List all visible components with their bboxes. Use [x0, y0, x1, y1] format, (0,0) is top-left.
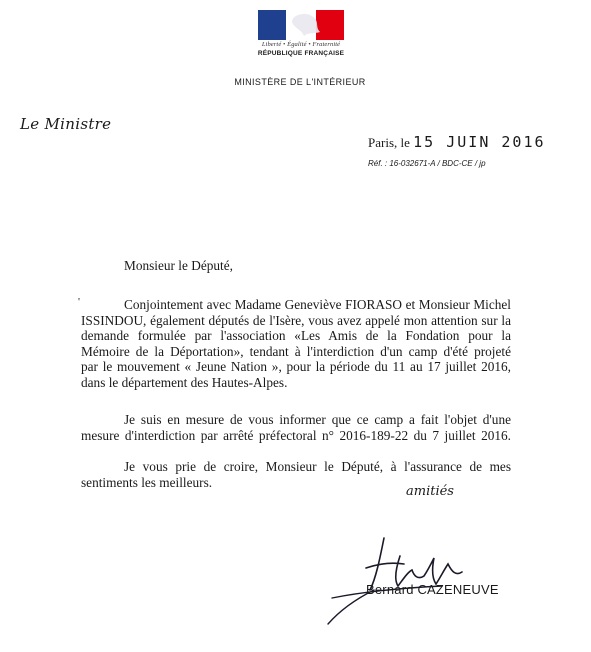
ministry-name: MINISTÈRE DE L'INTÉRIEUR — [234, 77, 366, 87]
signatory-name: Bernard CAZENEUVE — [366, 582, 499, 597]
marianne-logo — [258, 10, 344, 40]
paragraph-line: Je suis en mesure de vous informer que ce camp a fait l'objet d'une — [124, 412, 511, 427]
place-date — [368, 133, 546, 151]
place-label: Paris, le — [368, 135, 410, 150]
reference-number: Réf. : 16-032671-A / BDC-CE / jp — [368, 159, 486, 168]
paragraph-line: sentiments les meilleurs. — [81, 474, 213, 490]
paragraph-line: par le mouvement « Jeune Nation », pour la période du 11 au 17 juillet 2016, — [81, 359, 511, 375]
republic-motto: Liberté • Égalité • Fraternité — [261, 41, 341, 48]
handwritten-note: amitiés — [406, 484, 454, 499]
paragraph-line: mesure d'interdiction par arrêté préfectoral n° 2016-189-22 du 7 juillet 2016. — [81, 427, 511, 443]
paragraph-line: Je vous prie de croire, Monsieur le Député, à l'assurance de mes — [124, 459, 511, 474]
handwritten-signature — [322, 528, 502, 628]
margin-mark: ' — [78, 296, 80, 308]
sender-title: Le Ministre — [20, 115, 112, 133]
body-paragraph-1 — [81, 297, 511, 391]
paragraph-line: Conjointement avec Madame Geneviève FIORASO et Monsieur Michel — [124, 297, 511, 312]
paragraph-line: demande formulée par l'association «Les Amis de la Fondation pour la — [81, 328, 511, 344]
body-paragraph-2 — [81, 412, 511, 443]
marianne-profile-icon — [258, 10, 344, 40]
republic-name: RÉPUBLIQUE FRANÇAISE — [257, 50, 345, 57]
paragraph-line: dans le département des Hautes-Alpes. — [81, 374, 288, 390]
paragraph-line: Mémoire de la Déportation», tendant à l'interdiction d'un camp d'été projeté — [81, 343, 511, 359]
salutation: Monsieur le Député, — [124, 258, 233, 273]
date-stamp: 15 JUIN 2016 — [413, 133, 546, 151]
paragraph-line: ISSINDOU, également députés de l'Isère, vous avez appelé mon attention sur la — [81, 312, 511, 328]
